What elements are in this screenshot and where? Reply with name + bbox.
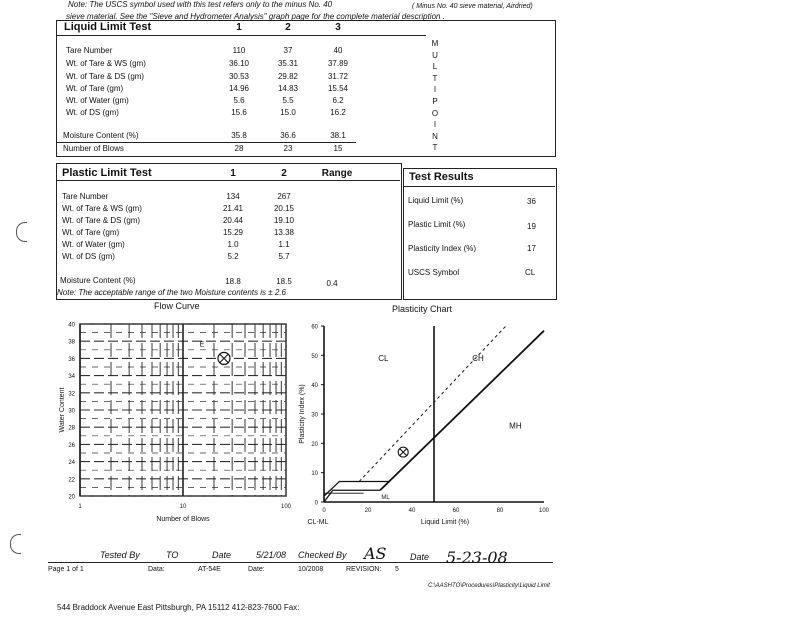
checked-by-signature: AS — [364, 544, 387, 563]
flow-y-tick: 28 — [68, 425, 75, 432]
pc-x-tick: 80 — [496, 508, 504, 514]
ll-moisture-2: 36.6 — [280, 131, 296, 140]
ll-moisture-label: Moisture Content (%) — [63, 131, 139, 140]
result-uscs-label: USCS Symbol — [408, 268, 460, 277]
flow-x-tick: 10 — [179, 504, 187, 510]
pc-u-line — [359, 326, 506, 481]
flow-y-label: Water Content — [59, 387, 66, 433]
date3-label: Date: — [248, 566, 265, 573]
ll-col-3: 3 — [335, 22, 341, 33]
pl-row-label: Wt. of DS (gm) — [62, 252, 115, 261]
ll-row-label: Wt. of Tare & DS (gm) — [66, 72, 145, 81]
ll-cell: 15.0 — [280, 108, 296, 117]
ll-row-label: Tare Number — [66, 46, 113, 55]
pc-y-label: Plasticity Index (%) — [299, 384, 306, 444]
hole-punch-upper — [16, 222, 27, 242]
multipoint-letter: I — [433, 120, 437, 130]
pl-cell: 1.1 — [278, 240, 290, 249]
pc-y-tick: 40 — [311, 383, 318, 390]
pc-zone-mh: MH — [509, 421, 522, 431]
pl-cell: 5.2 — [227, 252, 239, 261]
ll-cell: 5.6 — [233, 96, 245, 105]
pl-cell: 134 — [226, 192, 240, 201]
date-value: 5/21/08 — [256, 550, 287, 560]
ll-col-2: 2 — [285, 22, 291, 33]
pl-moisture-1: 18.8 — [225, 277, 241, 286]
date2-value: 5-23-08 — [446, 548, 508, 567]
pl-moisture-2: 18.5 — [276, 277, 292, 286]
ll-row-label: Wt. of Tare & WS (gm) — [66, 59, 146, 68]
ll-moisture-line — [56, 142, 356, 143]
pc-clml-label: CL-ML — [307, 519, 329, 526]
pl-cell: 15.29 — [222, 228, 244, 237]
data-value: AT-54E — [198, 566, 221, 573]
multipoint-letter: U — [432, 50, 438, 60]
data-label: Data: — [148, 566, 165, 573]
flow-y-tick: 24 — [68, 460, 75, 467]
multipoint-vertical — [430, 38, 440, 154]
ll-cell: 35.31 — [277, 59, 299, 68]
flow-y-tick: 20 — [68, 494, 75, 501]
results-title-underline — [403, 186, 555, 187]
pc-clml-bottom — [324, 490, 380, 502]
pl-cell: 1.0 — [227, 240, 239, 249]
hole-punch-lower — [10, 534, 21, 554]
ll-cell: 31.72 — [327, 72, 349, 81]
test-results-title: Test Results — [409, 171, 474, 183]
plasticity-chart-title: Plasticity Chart — [392, 304, 453, 314]
pc-zone-ml: ML — [381, 495, 390, 502]
flow-x-tick: 100 — [280, 504, 292, 510]
plastic-limit-title: Plastic Limit Test — [62, 167, 152, 179]
date3-value: 10/2008 — [298, 566, 324, 573]
note-line2: sieve material. See the "Sieve and Hydrometer Analysis" graph page for the complete material description . — [66, 12, 445, 21]
pl-cell: 267 — [277, 192, 291, 201]
ll-cell: 110 — [232, 46, 246, 55]
pl-col-1: 1 — [230, 168, 236, 179]
pl-row-label: Wt. of Tare & WS (gm) — [62, 204, 142, 213]
flow-curve-title: Flow Curve — [154, 301, 200, 311]
ll-cell: 36.10 — [228, 59, 250, 68]
pc-x-label: Liquid Limit (%) — [420, 519, 470, 526]
flow-y-tick: 26 — [68, 442, 75, 449]
tested-by-label: Tested By — [100, 550, 140, 560]
pc-zone-ch: CH — [472, 354, 484, 364]
ll-cell: 15.54 — [327, 84, 349, 93]
result-ll-value: 36 — [527, 197, 536, 206]
ll-cell: 5.5 — [282, 96, 294, 105]
flow-y-tick: 22 — [68, 477, 75, 484]
ll-moisture-3: 38.1 — [330, 131, 346, 140]
pc-y-tick: 30 — [311, 412, 318, 419]
ll-cell: 14.83 — [277, 84, 299, 93]
multipoint-letter: N — [432, 131, 438, 141]
pl-cell: 20.15 — [273, 204, 295, 213]
ll-blows-label: Number of Blows — [63, 144, 124, 153]
pc-x-tick: 40 — [408, 508, 416, 514]
pl-row-label: Wt. of Tare (gm) — [62, 228, 120, 237]
pc-a-line — [380, 331, 544, 491]
flow-x-label: Number of Blows — [156, 516, 210, 523]
ll-cell: 29.82 — [277, 72, 299, 81]
result-pi-value: 17 — [527, 244, 536, 253]
pc-y-tick: 10 — [311, 471, 318, 478]
ll-moisture-1: 35.8 — [231, 131, 247, 140]
checked-by-label: Checked By — [298, 550, 347, 560]
flow-y-tick: 34 — [68, 374, 75, 381]
result-uscs-value: CL — [525, 268, 536, 277]
pc-zone-cl: CL — [378, 354, 389, 364]
pc-y-tick: 20 — [311, 441, 318, 448]
ll-cell: 30.53 — [228, 72, 250, 81]
pl-cell: 21.41 — [222, 204, 244, 213]
multipoint-letter: L — [432, 62, 438, 72]
multipoint-letter: T — [432, 73, 438, 83]
pc-x-tick: 0 — [322, 508, 326, 514]
flow-curve-chart — [56, 312, 296, 527]
pl-col-2: 2 — [281, 168, 287, 179]
ll-row-label: Wt. of DS (gm) — [66, 108, 119, 117]
tested-by-value: TO — [166, 550, 179, 560]
ll-cell: 6.2 — [332, 96, 344, 105]
pc-x-tick: 60 — [452, 508, 460, 514]
flow-marker-label: E — [199, 341, 205, 349]
flow-x-tick: 1 — [78, 504, 82, 510]
ll-title-underline — [56, 35, 426, 36]
revision-value: 5 — [395, 566, 399, 573]
pl-cell: 19.10 — [273, 216, 295, 225]
liquid-limit-title: Liquid Limit Test — [64, 21, 152, 33]
pl-cell: 20.44 — [222, 216, 244, 225]
pc-y-tick: 0 — [314, 500, 318, 507]
pl-row-label: Tare Number — [62, 192, 109, 201]
ll-cell: 37.89 — [327, 59, 349, 68]
ll-cell: 14.96 — [228, 84, 250, 93]
flow-y-tick: 30 — [68, 408, 75, 415]
pl-range-header: Range — [321, 168, 353, 179]
flow-y-tick: 32 — [68, 391, 75, 398]
flow-y-tick: 38 — [68, 339, 75, 346]
company-address: 544 Braddock Avenue East Pittsburgh, PA 15112 412-823-7600 Fax: — [57, 603, 300, 612]
ll-row-label: Wt. of Water (gm) — [66, 96, 129, 105]
multipoint-letter: I — [433, 85, 437, 95]
multipoint-letter: T — [432, 143, 438, 153]
flow-y-tick: 36 — [68, 356, 75, 363]
pl-row-label: Wt. of Tare & DS (gm) — [62, 216, 141, 225]
ll-row-label: Wt. of Tare (gm) — [66, 84, 124, 93]
test-results-box — [403, 168, 557, 300]
flow-y-tick: 40 — [68, 322, 75, 329]
ll-cell: 40 — [333, 46, 343, 55]
pc-x-tick: 20 — [364, 508, 372, 514]
ll-blows-1: 28 — [234, 144, 244, 153]
date2-label: Date — [410, 552, 430, 562]
ll-cell: 37 — [283, 46, 293, 55]
result-pl-value: 19 — [527, 222, 536, 231]
note-line1: Note: The USCS symbol used with this test refers only to the minus No. 40 — [68, 0, 333, 9]
ll-cell: 15.6 — [231, 108, 247, 117]
page-number: Page 1 of 1 — [48, 566, 84, 573]
revision-label: REVISION: — [346, 566, 382, 573]
ll-cell: 16.2 — [330, 108, 346, 117]
multipoint-letter: P — [432, 96, 438, 106]
pl-range-value: 0.4 — [326, 279, 338, 288]
pc-y-tick: 60 — [311, 324, 318, 331]
ll-blows-3: 15 — [333, 144, 343, 153]
note-line1-right: ( Minus No. 40 sieve material, Airdried) — [412, 3, 533, 10]
file-path: C:\AASHTO\Procedures\Plasticity\Liquid Limit — [428, 583, 550, 589]
result-pi-label: Plasticity Index (%) — [408, 244, 477, 253]
multipoint-letter: O — [431, 108, 439, 118]
result-pl-label: Plastic Limit (%) — [408, 220, 466, 229]
pl-row-label: Wt. of Water (gm) — [62, 240, 125, 249]
ll-blows-2: 23 — [283, 144, 293, 153]
pl-note: Note: The acceptable range of the two Moisture contents is ± 2.6 — [57, 288, 286, 297]
result-ll-label: Liquid Limit (%) — [408, 196, 464, 205]
pc-clml-top — [324, 481, 389, 496]
multipoint-letter: M — [431, 39, 439, 48]
date-label: Date — [212, 550, 232, 560]
pl-moisture-label: Moisture Content (%) — [60, 276, 136, 285]
pl-title-underline — [56, 180, 400, 181]
pc-x-tick: 100 — [538, 508, 550, 514]
ll-col-1: 1 — [236, 22, 242, 33]
pl-cell: 5.7 — [278, 252, 290, 261]
pl-cell: 13.38 — [273, 228, 295, 237]
plasticity-chart — [296, 316, 551, 534]
pc-y-tick: 50 — [311, 353, 318, 360]
